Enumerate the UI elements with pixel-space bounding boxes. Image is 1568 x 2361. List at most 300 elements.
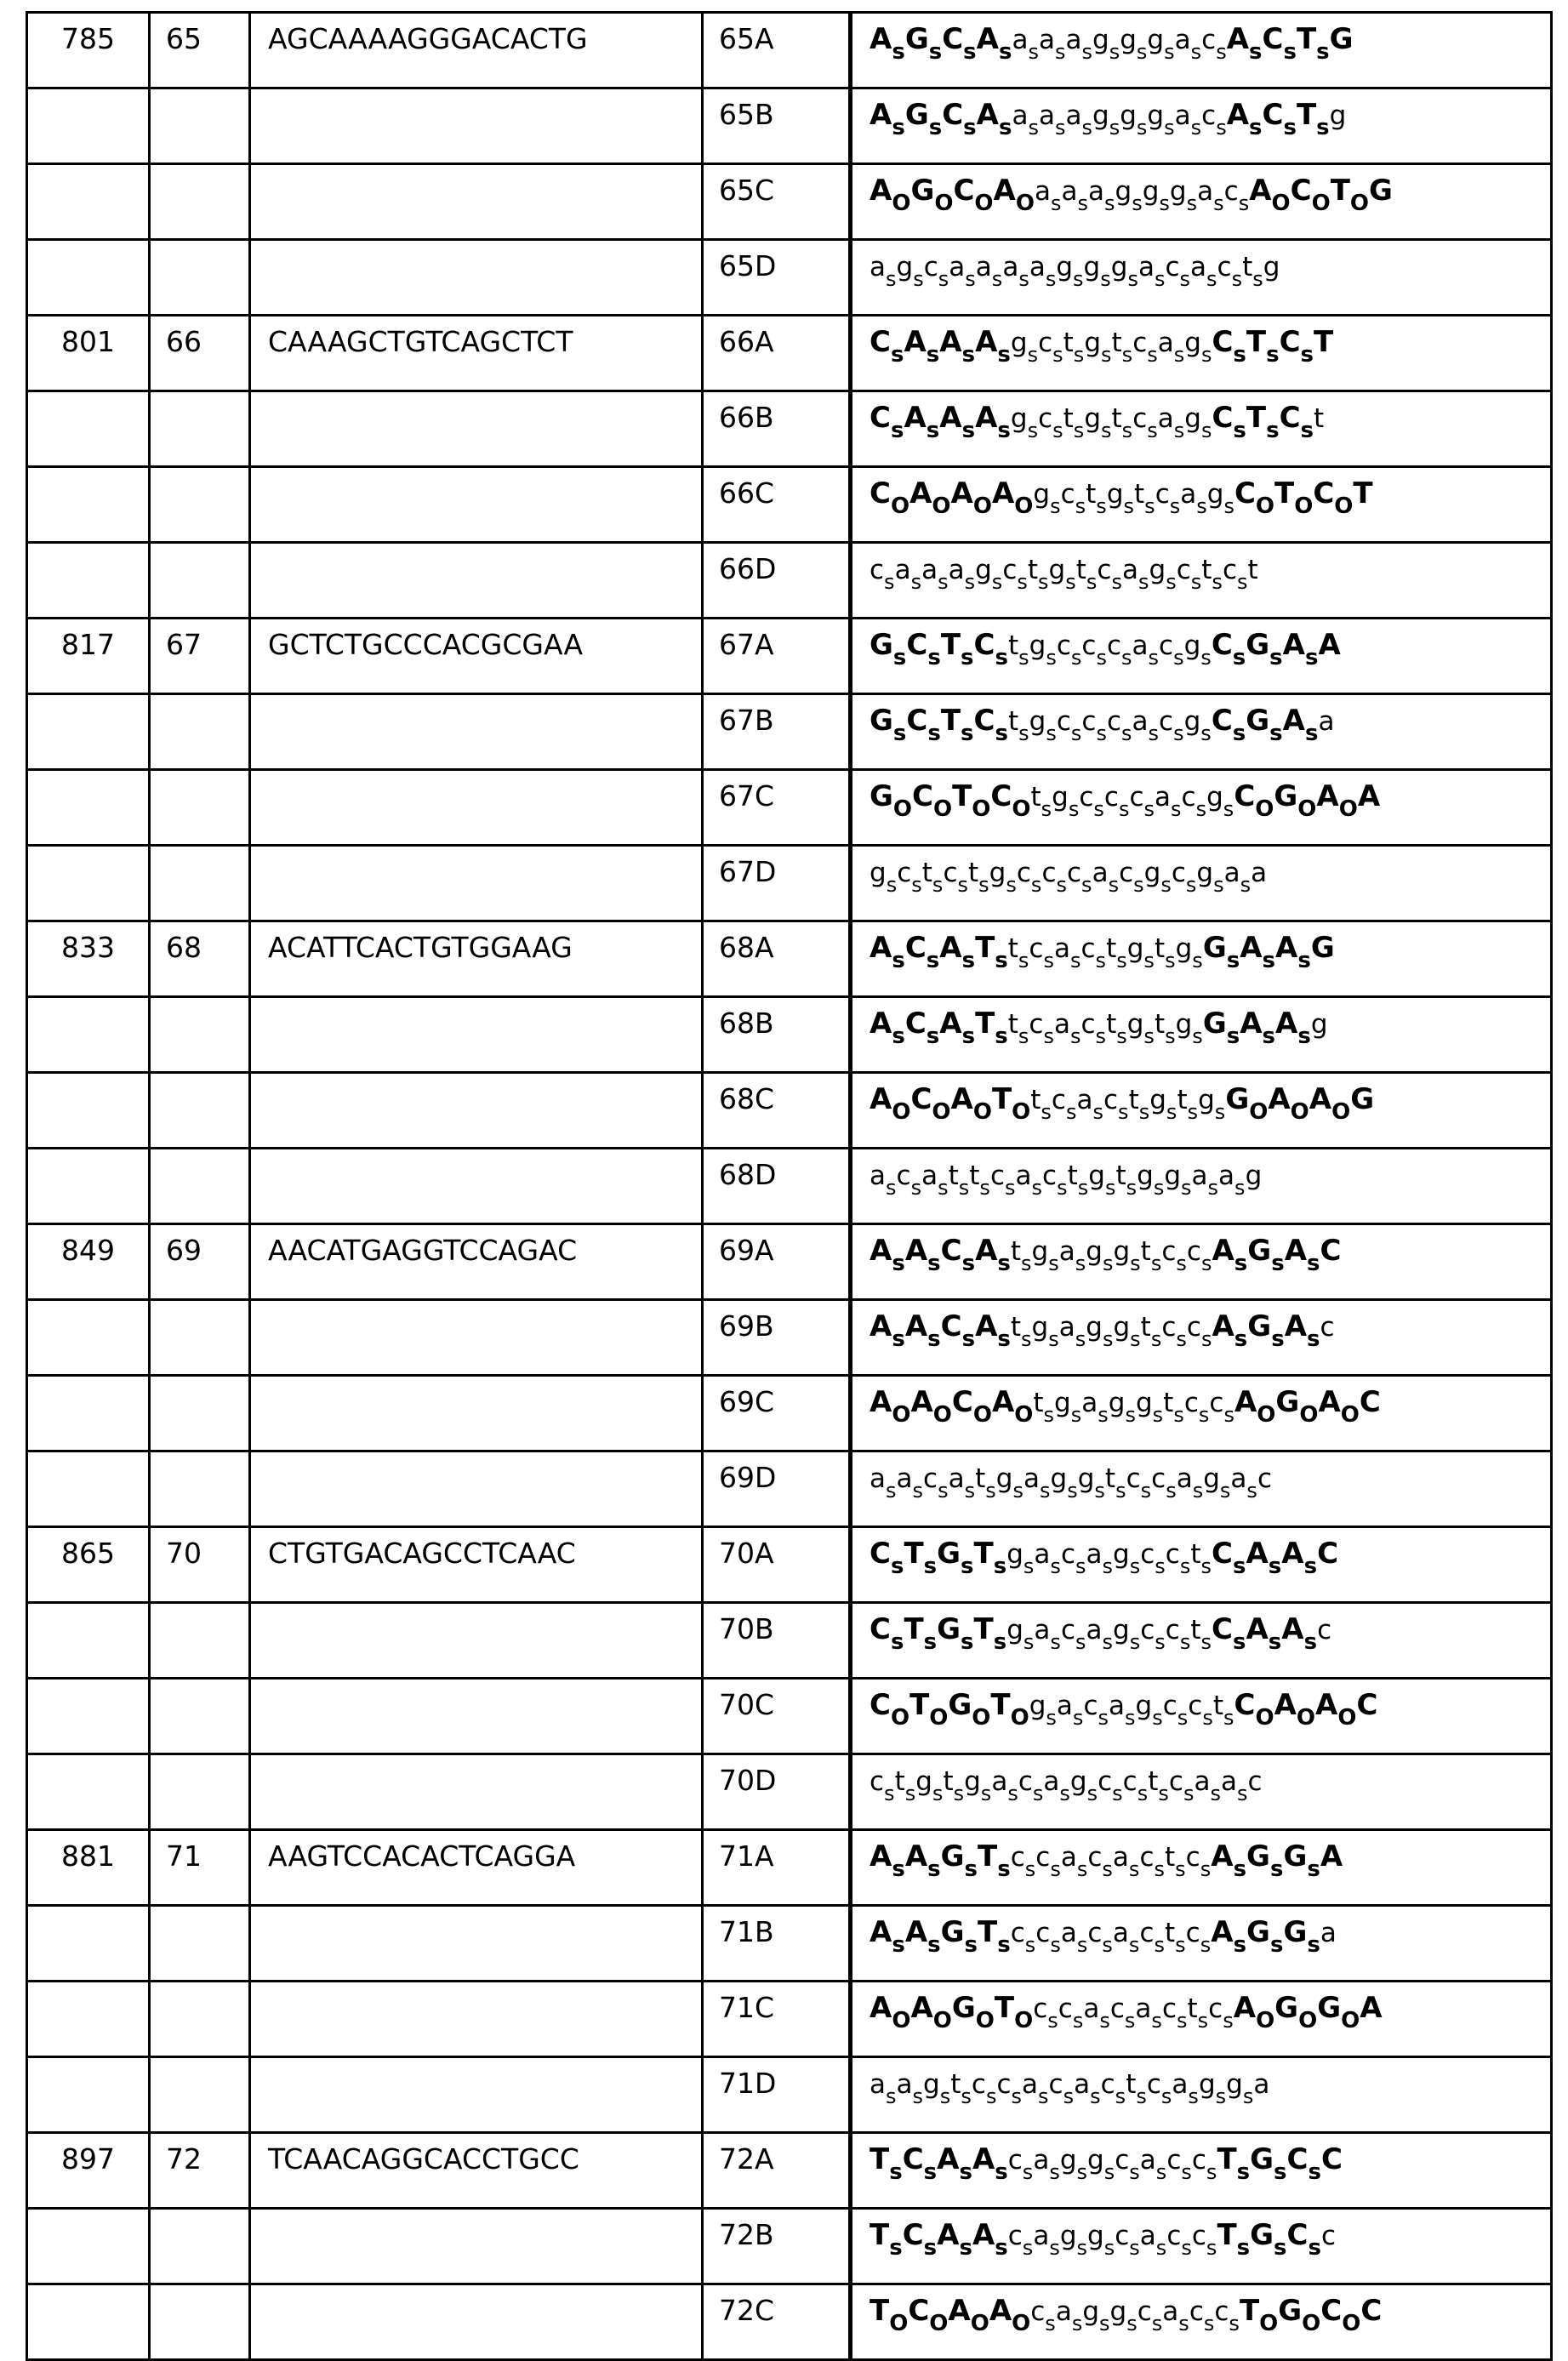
nucleotide: c [1209, 1388, 1223, 1418]
linkage-subscript: s [1122, 343, 1133, 367]
nucleotide: a [1023, 1463, 1040, 1494]
linkage-subscript: s [1072, 2312, 1083, 2335]
nucleotide: G [1246, 704, 1269, 738]
linkage-subscript: s [997, 1932, 1010, 1958]
linkage-subscript: s [1237, 2235, 1250, 2261]
nucleotide: g [870, 858, 887, 888]
linkage-subscript: s [1187, 191, 1198, 215]
nucleotide: G [1247, 1309, 1271, 1343]
nucleotide: g [1110, 2296, 1127, 2327]
seq-number-cell [150, 770, 250, 846]
nucleotide: T [870, 2294, 889, 2328]
linkage-subscript: s [1227, 948, 1240, 973]
linkage-subscript: s [927, 645, 940, 670]
nucleotide: A [870, 1915, 892, 1949]
nucleotide: G [905, 98, 929, 132]
nucleotide: a [1190, 252, 1206, 282]
nucleotide: a [991, 1766, 1007, 1797]
linkage-subscript: s [889, 2159, 902, 2185]
linkage-subscript: s [1051, 191, 1062, 215]
nucleotide: c [1140, 1615, 1155, 1645]
linkage-subscript: s [1098, 1706, 1109, 1730]
table-row [27, 2209, 1552, 2284]
linkage-subscript: s [1229, 2312, 1240, 2335]
nucleotide: g [1086, 1312, 1103, 1343]
linkage-subscript: s [1305, 645, 1318, 670]
nucleotide: g [1029, 1691, 1046, 1721]
nucleotide: c [1159, 630, 1173, 661]
nucleotide: g [1113, 1615, 1130, 1645]
nucleotide: g [1087, 2145, 1104, 2176]
linkage-subscript: s [911, 1176, 922, 1200]
linkage-subscript: s [1173, 646, 1184, 670]
nucleotide: c [1151, 1463, 1166, 1494]
nucleotide: T [1240, 2294, 1259, 2328]
linkage-subscript: s [1213, 873, 1224, 897]
linkage-subscript: s [961, 645, 973, 670]
nucleotide: c [1033, 1993, 1047, 2024]
nucleotide: c [1067, 858, 1081, 888]
linkage-subscript: s [1304, 1554, 1317, 1579]
table-row [27, 2133, 1552, 2209]
nucleotide: T [1246, 325, 1266, 359]
nucleotide: g [1198, 1085, 1215, 1115]
nucleotide: A [989, 2294, 1012, 2328]
linkage-subscript: s [1074, 419, 1085, 442]
linkage-subscript: O [1249, 1099, 1268, 1125]
linkage-subscript: s [1237, 570, 1248, 594]
linkage-subscript: s [1143, 949, 1155, 972]
nucleotide: C [1313, 476, 1334, 510]
linkage-subscript: s [1191, 116, 1202, 140]
table-row [27, 997, 1552, 1073]
seq-number-cell [150, 1300, 250, 1376]
linkage-subscript: s [1121, 721, 1132, 745]
nucleotide: c [1101, 2069, 1115, 2100]
linkage-subscript: s [1048, 1327, 1059, 1351]
modified-sequence-cell [851, 88, 1552, 164]
nucleotide: G [910, 174, 934, 208]
parent-sequence-cell [250, 1073, 703, 1149]
linkage-subscript: s [1234, 1326, 1247, 1352]
nucleotide: A [910, 1991, 932, 2025]
linkage-subscript: s [1196, 494, 1207, 518]
nucleotide: t [1106, 1009, 1116, 1040]
linkage-subscript: s [1059, 1782, 1070, 1805]
linkage-subscript: O [1291, 1099, 1309, 1125]
linkage-subscript: s [1096, 494, 1107, 518]
linkage-subscript: s [965, 1479, 976, 1503]
table-row [27, 619, 1552, 694]
linkage-subscript: O [1016, 191, 1035, 216]
linkage-subscript: s [981, 1782, 992, 1805]
table-row [27, 1451, 1552, 1527]
nucleotide: A [904, 401, 926, 435]
nucleotide: G [948, 1688, 972, 1722]
nucleotide: A [870, 98, 892, 132]
nucleotide: A [1234, 1385, 1257, 1419]
linkage-subscript: s [954, 1782, 965, 1805]
seq-number-cell: 69 [150, 1224, 250, 1300]
parent-sequence-cell [250, 467, 703, 543]
nucleotide: g [1184, 403, 1201, 434]
linkage-subscript: s [1269, 645, 1282, 670]
linkage-subscript: s [1201, 1327, 1212, 1351]
linkage-subscript: s [1077, 2236, 1088, 2260]
nucleotide: C [870, 1612, 891, 1646]
linkage-subscript: s [1077, 1857, 1088, 1881]
nucleotide: a [1016, 1161, 1032, 1191]
position-cell [27, 1906, 150, 1982]
nucleotide: A [1285, 1234, 1307, 1268]
nucleotide: t [1248, 555, 1258, 585]
modified-sequence-cell [851, 770, 1552, 846]
linkage-subscript: s [1283, 39, 1296, 65]
nucleotide: c [1097, 555, 1111, 585]
nucleotide: a [1061, 1842, 1077, 1873]
modified-sequence-cell [851, 694, 1552, 770]
nucleotide: T [909, 1688, 929, 1722]
nucleotide: C [942, 98, 963, 132]
nucleotide: C [906, 628, 927, 662]
parent-sequence-cell: CAAAGCTGTCAGCTCT [250, 316, 703, 391]
compound-id-cell: 69C [703, 1376, 851, 1451]
linkage-subscript: s [992, 267, 1003, 291]
linkage-subscript: s [893, 645, 906, 670]
linkage-subscript: s [962, 1326, 975, 1352]
linkage-subscript: s [1096, 646, 1107, 670]
linkage-subscript: s [1270, 1932, 1283, 1958]
nucleotide: t [1165, 1842, 1175, 1873]
nucleotide: c [1187, 1236, 1201, 1267]
seq-number-cell: 70 [150, 1527, 250, 1603]
linkage-subscript: s [1164, 40, 1175, 64]
nucleotide: a [949, 555, 965, 585]
nucleotide: a [949, 1463, 965, 1494]
linkage-subscript: O [1012, 2311, 1030, 2336]
linkage-subscript: s [1137, 40, 1148, 64]
linkage-subscript: s [1173, 721, 1184, 745]
nucleotide: c [990, 1161, 1005, 1191]
compound-id-cell: 70B [703, 1603, 851, 1679]
nucleotide: g [975, 555, 992, 585]
linkage-subscript: s [1201, 419, 1212, 442]
linkage-subscript: s [1176, 1252, 1187, 1275]
parent-sequence-cell [250, 1679, 703, 1754]
linkage-subscript: s [924, 1629, 937, 1655]
linkage-subscript: s [1056, 873, 1067, 897]
nucleotide: T [941, 628, 961, 662]
nucleotide: a [1083, 1993, 1099, 2024]
nucleotide: G [1283, 1915, 1307, 1949]
linkage-subscript: s [1144, 494, 1155, 518]
linkage-subscript: s [1018, 267, 1029, 291]
nucleotide: a [1180, 479, 1196, 510]
nucleotide: c [1166, 2221, 1181, 2251]
nucleotide: a [1056, 2296, 1072, 2327]
nucleotide: c [1192, 2221, 1206, 2251]
nucleotide: a [1066, 25, 1082, 55]
linkage-subscript: s [1049, 2236, 1060, 2260]
nucleotide: A [1281, 1612, 1303, 1646]
linkage-subscript: s [1178, 2312, 1189, 2335]
nucleotide: t [1141, 1312, 1151, 1343]
nucleotide: A [905, 1234, 927, 1268]
linkage-subscript: s [1223, 1706, 1234, 1730]
linkage-subscript: s [1188, 1100, 1199, 1124]
linkage-subscript: s [961, 1554, 973, 1579]
nucleotide: t [1155, 933, 1165, 964]
nucleotide: A [905, 1915, 927, 1949]
linkage-subscript: s [911, 570, 922, 594]
nucleotide: t [1076, 555, 1086, 585]
nucleotide: t [1188, 1993, 1198, 2024]
linkage-subscript: s [938, 570, 949, 594]
nucleotide: G [905, 22, 929, 56]
linkage-subscript: s [1086, 570, 1098, 594]
nucleotide: a [1230, 1463, 1246, 1494]
nucleotide: A [870, 931, 892, 965]
seq-number-cell: 68 [150, 921, 250, 997]
nucleotide: a [1086, 1615, 1103, 1645]
nucleotide: g [1164, 1161, 1181, 1191]
linkage-subscript: s [997, 418, 1010, 443]
linkage-subscript: s [1308, 2159, 1320, 2185]
compound-id-cell: 71B [703, 1906, 851, 1982]
nucleotide: a [870, 2069, 886, 2100]
modified-sequence-cell [851, 2209, 1552, 2284]
nucleotide: c [1182, 782, 1196, 813]
nucleotide: a [1043, 1766, 1059, 1797]
oligonucleotide-table [26, 11, 1553, 2361]
nucleotide: a [1135, 1993, 1151, 2024]
nucleotide: t [1008, 706, 1018, 737]
nucleotide: C [1320, 1234, 1342, 1268]
linkage-subscript: s [1160, 873, 1172, 897]
nucleotide: g [1084, 403, 1101, 434]
linkage-subscript: s [1223, 1403, 1234, 1427]
linkage-subscript: s [1233, 1629, 1246, 1655]
linkage-subscript: s [891, 342, 904, 368]
nucleotide: a [1012, 25, 1028, 55]
nucleotide: g [1246, 1161, 1263, 1191]
nucleotide: a [1034, 1539, 1050, 1570]
nucleotide: G [1250, 2142, 1274, 2176]
compound-id-cell: 68B [703, 997, 851, 1073]
linkage-subscript: s [1012, 2084, 1023, 2108]
nucleotide: c [1161, 1236, 1176, 1267]
linkage-subscript: s [1266, 418, 1279, 443]
linkage-subscript: s [1176, 1327, 1187, 1351]
linkage-subscript: s [995, 1024, 1007, 1049]
linkage-subscript: s [1071, 646, 1082, 670]
seq-number-cell [150, 1451, 250, 1527]
linkage-subscript: s [929, 115, 942, 140]
modified-sequence-cell [851, 467, 1552, 543]
linkage-subscript: s [1094, 1479, 1105, 1503]
nucleotide: A [870, 1385, 892, 1419]
nucleotide: a [870, 1463, 886, 1494]
nucleotide: g [1176, 933, 1193, 964]
linkage-subscript: s [927, 342, 939, 368]
nucleotide: g [1226, 2069, 1243, 2100]
nucleotide: C [1263, 22, 1284, 56]
linkage-subscript: s [963, 115, 976, 140]
nucleotide: a [1194, 1766, 1210, 1797]
linkage-subscript: s [1109, 873, 1120, 897]
nucleotide: t [1106, 933, 1116, 964]
linkage-subscript: s [1122, 419, 1133, 442]
nucleotide: c [1123, 1766, 1138, 1797]
nucleotide: T [978, 1839, 997, 1873]
nucleotide: c [1011, 1918, 1025, 1948]
nucleotide: g [1147, 25, 1164, 55]
linkage-subscript: s [1232, 267, 1243, 291]
linkage-subscript: s [1103, 1327, 1114, 1351]
linkage-subscript: s [1049, 2160, 1060, 2184]
linkage-subscript: s [927, 1326, 940, 1352]
linkage-subscript: s [1124, 494, 1135, 518]
linkage-subscript: s [1017, 570, 1028, 594]
compound-id-cell: 66C [703, 467, 851, 543]
nucleotide: g [964, 1766, 981, 1797]
nucleotide: t [1011, 1312, 1021, 1343]
linkage-subscript: s [1125, 1403, 1136, 1427]
linkage-subscript: s [1100, 267, 1111, 291]
nucleotide: a [1033, 2145, 1049, 2176]
modified-sequence-cell [851, 1906, 1552, 1982]
linkage-subscript: s [1099, 2312, 1110, 2335]
nucleotide: A [1240, 1007, 1262, 1041]
nucleotide: t [1190, 1539, 1200, 1570]
linkage-subscript: s [1050, 1554, 1061, 1578]
linkage-subscript: s [1074, 343, 1085, 367]
nucleotide: c [1166, 1615, 1180, 1645]
nucleotide: g [1107, 479, 1124, 510]
nucleotide: t [922, 858, 932, 888]
linkage-subscript: s [995, 645, 1007, 670]
nucleotide: g [1127, 1009, 1144, 1040]
table-row [27, 1982, 1552, 2057]
nucleotide: a [1059, 1312, 1075, 1343]
linkage-subscript: O [1312, 191, 1331, 216]
linkage-subscript: O [1255, 796, 1274, 822]
linkage-subscript: s [1070, 1024, 1081, 1048]
nucleotide: c [1038, 328, 1052, 358]
seq-number-cell: 71 [150, 1830, 250, 1906]
position-cell [27, 2284, 150, 2360]
linkage-subscript: s [1233, 645, 1246, 670]
linkage-subscript: s [1082, 40, 1093, 64]
nucleotide: g [1263, 252, 1280, 282]
seq-number-cell [150, 240, 250, 316]
nucleotide: c [1103, 1085, 1118, 1115]
nucleotide: A [975, 401, 997, 435]
linkage-subscript: s [1099, 2009, 1110, 2033]
table-body [27, 13, 1552, 2360]
compound-id-cell: 71A [703, 1830, 851, 1906]
linkage-subscript: s [927, 721, 940, 746]
linkage-subscript: s [1237, 2159, 1250, 2185]
linkage-subscript: s [1233, 342, 1246, 368]
nucleotide: C [1287, 2218, 1309, 2252]
linkage-subscript: s [1200, 646, 1212, 670]
nucleotide: A [870, 1007, 892, 1041]
linkage-subscript: O [1255, 1705, 1274, 1731]
nucleotide: c [1126, 1463, 1141, 1494]
parent-sequence-cell [250, 543, 703, 619]
linkage-subscript: s [1201, 1252, 1212, 1275]
linkage-subscript: s [927, 1024, 939, 1049]
position-cell [27, 391, 150, 467]
nucleotide: a [1140, 2221, 1156, 2251]
nucleotide: C [1280, 401, 1301, 435]
linkage-subscript: s [1018, 721, 1029, 745]
nucleotide: c [1224, 176, 1239, 207]
modified-sequence-cell [851, 846, 1552, 921]
linkage-subscript: O [973, 493, 992, 519]
linkage-subscript: s [1025, 1933, 1036, 1957]
nucleotide: G [870, 628, 893, 662]
position-cell [27, 770, 150, 846]
nucleotide: a [1175, 25, 1191, 55]
nucleotide: A [975, 325, 997, 359]
table-row [27, 1073, 1552, 1149]
linkage-subscript: s [1093, 797, 1104, 821]
nucleotide: c [1017, 858, 1031, 888]
linkage-subscript: s [1105, 1176, 1116, 1200]
nucleotide: c [1321, 2221, 1336, 2251]
nucleotide: g [1311, 1009, 1328, 1040]
nucleotide: a [1092, 858, 1109, 888]
nucleotide: c [1140, 1539, 1155, 1570]
linkage-subscript: s [1130, 1252, 1141, 1275]
parent-sequence-cell [250, 694, 703, 770]
parent-sequence-cell [250, 240, 703, 316]
nucleotide: c [1201, 25, 1216, 55]
linkage-subscript: s [1077, 191, 1088, 215]
linkage-subscript: s [1096, 1024, 1107, 1048]
nucleotide: G [870, 779, 893, 813]
linkage-subscript: O [1256, 493, 1274, 519]
nucleotide: g [1149, 555, 1166, 585]
nucleotide: g [1136, 1388, 1153, 1418]
parent-sequence-cell [250, 1376, 703, 1451]
nucleotide: g [1203, 1463, 1220, 1494]
linkage-subscript: s [1237, 1782, 1248, 1805]
seq-number-cell [150, 88, 250, 164]
nucleotide: a [1039, 25, 1055, 55]
modified-sequence-cell [851, 240, 1552, 316]
linkage-subscript: s [1109, 116, 1120, 140]
nucleotide: t [1314, 403, 1324, 434]
linkage-subscript: s [997, 1251, 1010, 1276]
nucleotide: g [1086, 1236, 1103, 1267]
nucleotide: c [1107, 630, 1121, 661]
linkage-subscript: s [927, 948, 939, 973]
linkage-subscript: s [1021, 1252, 1032, 1275]
linkage-subscript: s [1050, 1933, 1061, 1957]
compound-id-cell: 70D [703, 1754, 851, 1830]
nucleotide: t [968, 858, 978, 888]
nucleotide: C [953, 174, 974, 208]
nucleotide: C [870, 325, 891, 359]
linkage-subscript: s [1071, 1403, 1082, 1427]
linkage-subscript: s [986, 2084, 997, 2108]
linkage-subscript: s [1201, 1630, 1212, 1654]
linkage-subscript: s [1316, 39, 1329, 65]
linkage-subscript: O [1339, 796, 1358, 822]
